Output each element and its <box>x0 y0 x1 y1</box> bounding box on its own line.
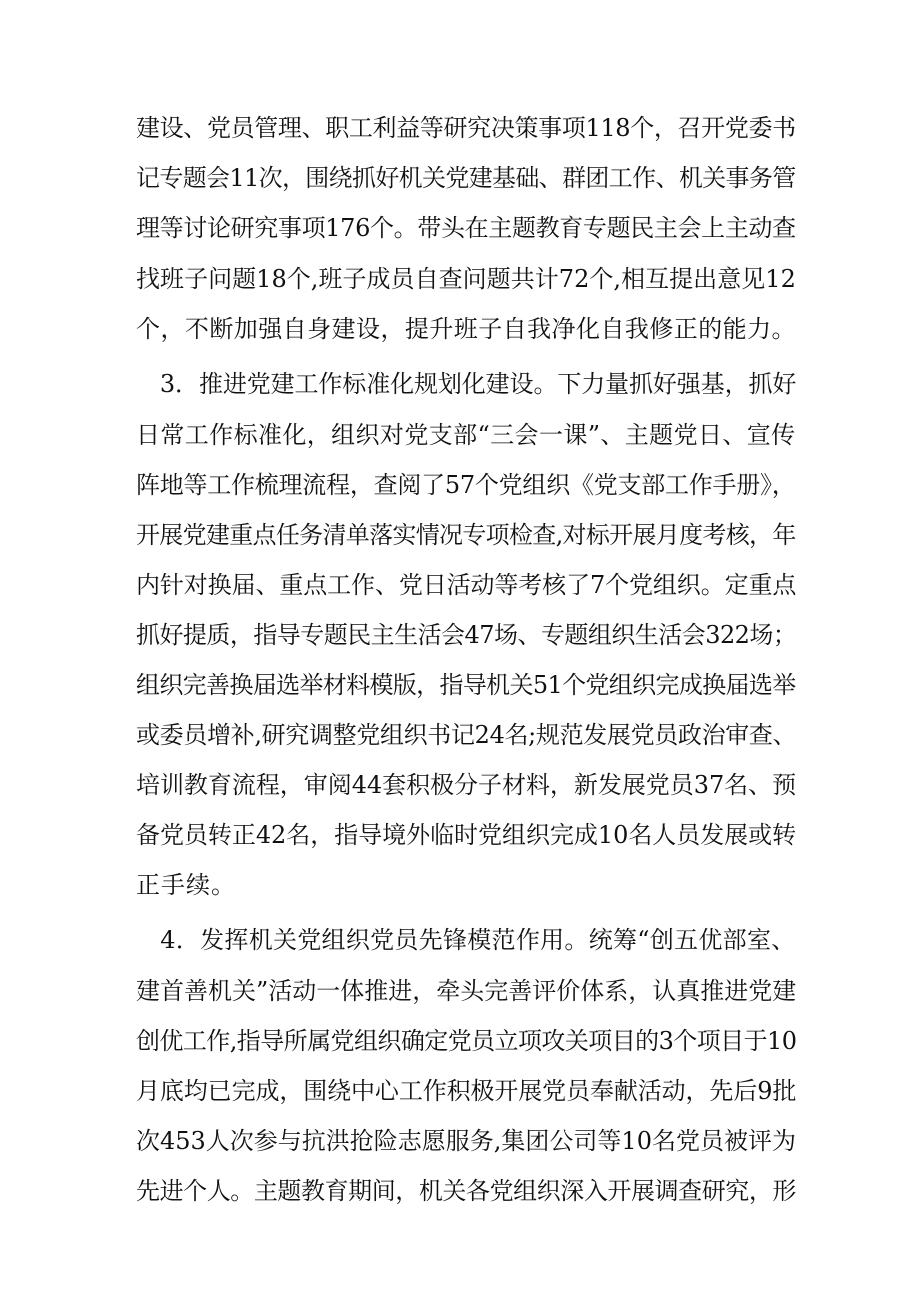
text-line: 内针对换届、重点工作、党日活动等考核了7个党组织。定重点 <box>136 571 796 599</box>
text-line: 组织完善换届选举材料模版，指导机关51个党组织完成换届选举 <box>136 671 796 699</box>
text-line: 创优工作,指导所属党组织确定党员立项攻关项目的3个项目于10 <box>136 1027 796 1055</box>
text-line: 次453人次参与抗洪抢险志愿服务,集团公司等10名党员被评为 <box>136 1127 796 1155</box>
text-line: 建设、党员管理、职工利益等研究决策事项118个，召开党委书 <box>136 114 796 142</box>
text-line: 备党员转正42名，指导境外临时党组织完成10名人员发展或转 <box>136 821 796 849</box>
text-line: 记专题会11次，围绕抓好机关党建基础、群团工作、机关事务管 <box>136 164 796 192</box>
text-line: 正手续。 <box>136 871 236 899</box>
text-line: 4．发挥机关党组织党员先锋模范作用。统筹“创五优部室、 <box>136 926 796 954</box>
text-line: 3．推进党建工作标准化规划化建设。下力量抓好强基，抓好 <box>136 370 796 398</box>
text-line: 抓好提质，指导专题民主生活会47场、专题组织生活会322场； <box>136 621 796 649</box>
text-line: 先进个人。主题教育期间，机关各党组织深入开展调查研究，形 <box>136 1177 796 1205</box>
text-line: 开展党建重点任务清单落实情况专项检查,对标开展月度考核，年 <box>136 521 796 549</box>
text-line: 月底均已完成，围绕中心工作积极开展党员奉献活动，先后9批 <box>136 1077 796 1105</box>
text-line: 建首善机关”活动一体推进，牵头完善评价体系，认真推进党建 <box>136 977 796 1005</box>
text-line: 理等讨论研究事项176个。带头在主题教育专题民主会上主动查 <box>136 214 796 242</box>
text-line: 或委员增补,研究调整党组织书记24名;规范发展党员政治审查、 <box>136 721 796 749</box>
text-line: 找班子问题18个,班子成员自查问题共计72个,相互提出意见12 <box>136 265 796 293</box>
text-line: 阵地等工作梳理流程，查阅了57个党组织《党支部工作手册》， <box>136 471 796 499</box>
text-line: 培训教育流程，审阅44套积极分子材料，新发展党员37名、预 <box>136 771 796 799</box>
text-line: 个，不断加强自身建设，提升班子自我净化自我修正的能力。 <box>136 315 796 343</box>
text-line: 日常工作标准化，组织对党支部“三会一课”、主题党日、宣传 <box>136 421 796 449</box>
